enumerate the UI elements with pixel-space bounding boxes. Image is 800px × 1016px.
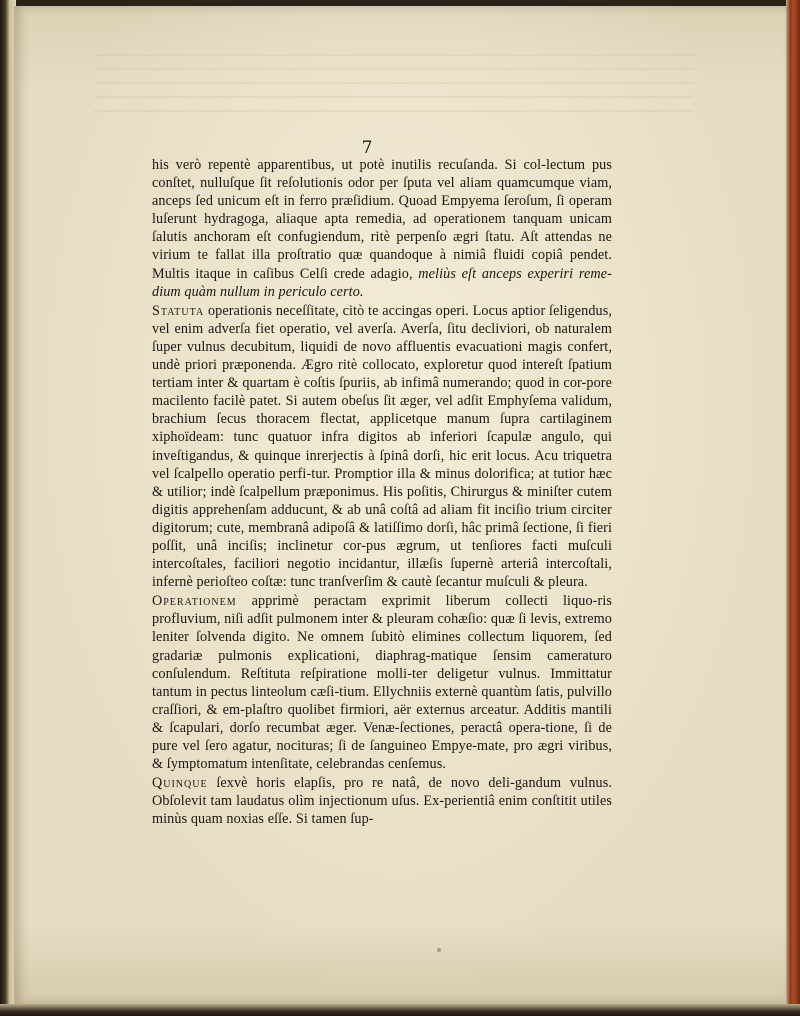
book-fore-edge	[786, 0, 800, 1016]
paragraph-1	[152, 156, 612, 301]
paragraph-3-lead: Operationem	[152, 593, 237, 610]
paragraph-3-text: apprimè peractam exprimit liberum collecti liquo-ris profluvium, niſi adſit pulmonem inter & pleuram cohæſio: quæ ſi levis, extremo leniter ſolvenda digito. Ne omnem ſubitò elimines collectum liquorem, ſed gradariæ pulmonis explicationi, diaphrag-matique ſensim cameraturo conſulendum. Reſtituta reſpiratione molli-ter deligetur vulnus. Immittatur tantum in pectus linteolum cæſi-tium. Ellychniis externè quantùm ſatis, pulvillo craſſiori, & em-plaſtro quolibet firmiori, aër externus arceatur. Additis mantili & ſcapulari, dorſo recumbat æger. Venæ-ſectiones, peractâ opera-tione, ſi de pure vel ſero agatur, nocituras; ſi de ſanguineo Empye-mate, pro ægri viribus, & ſymptomatum intenſitate, celebrandas cenſemus.	[152, 593, 612, 773]
book-page	[14, 6, 786, 1004]
paper-speck	[437, 948, 441, 952]
book-bottom-edge	[0, 1004, 800, 1016]
paragraph-4-text: ſexvè horis elapſis, pro re natâ, de novo deli-gandum vulnus. Obſolevit tam laudatus olìm injectionum uſus. Ex-perientiâ enim conſtitit utiles minùs quam noxias eſſe. Si tamen ſup-	[152, 775, 612, 828]
paragraph-4-lead: Quinque	[152, 775, 208, 792]
paragraph-1-text: his verò repentè apparentibus, ut potè inutilis recuſanda. Si col-lectum pus conſtet, nulluſque ſit reſolutionis odor per ſputa vel aliam quamcumque viam, anceps ſed unicum eſt in ferro præſidium. Quoad Empyema ſeroſum, ſi operam luſerunt hydragoga, aliaque apta remedia, ad operationem tanquam unicam ſalutis anchoram eſt confugiendum, ritè perpenſo ægri ſtatu. Aſt attendas ne virium te fallat illa proſtratio quæ quandoque à nimiâ fluidi copiâ pendet. Multis itaque in caſibus Celſi crede adagio,	[152, 157, 612, 282]
paragraph-2-text: operationis neceſſitate, citò te accingas operi. Locus aptior ſeligendus, vel enim adverſa fiet operatio, vel averſa. Averſa, ſitu decliviori, ob naturalem ſuper vulnus decubitum, liquidi de novo affluentis evacuationi magis confert, undè priori præponenda. Ægro ritè collocato, exploretur quod intereſt ſpatium tertiam inter & quartam è coſtis ſpuriis, ab infimâ numerando; quod in cor-pore macilento facilè patet. Si autem obeſus ſit æger, vel adſit Emphyſema validum, brachium ſecus thoracem flectat, applicetque manum ſupra cartilaginem xiphoïdeam: tunc quatuor infra digitos ab inferiori ſcapulæ angulo, qui inveſtigandus, & quinque inrerjectis à ſpinâ dorſi, hic erit locus. Acu triquetra vel ſcalpello operatio perfi-tur. Promptior illa & minus dolorifica; at tutior hæc & utilior; indè ſcalpellum præponimus. His poſitis, Chirurgus & miniſter cutem digitis apprehenſam adducunt, & ab unâ coſtâ ad aliam fit inciſio trium circiter digitorum; cute, membranâ adipoſâ & latiſſimo dorſi, hâc primâ ſectione, ſi fieri poſſit, unâ inciſis; inclinetur cor-pus ægrum, ut tenſiores facti muſculi intercoſtales, faciliori negotio incidantur, illæſis ſupernè arteriâ intercoſtali, infernè perioſteo coſtæ: tunc tranſverſim & cautè ſecantur muſculi & pleura.	[152, 302, 612, 591]
page-text-block	[152, 156, 612, 828]
paragraph-3	[152, 592, 612, 773]
paragraph-2	[152, 302, 612, 592]
paragraph-2-lead: Statuta	[152, 302, 205, 319]
paragraph-1-italic-quote: meliùs eſt anceps experiri reme-dium quàm nullum in periculo certo.	[152, 265, 612, 300]
paragraph-4	[152, 774, 612, 828]
page-number: 7	[361, 138, 373, 158]
bleed-through-texture	[94, 54, 694, 114]
